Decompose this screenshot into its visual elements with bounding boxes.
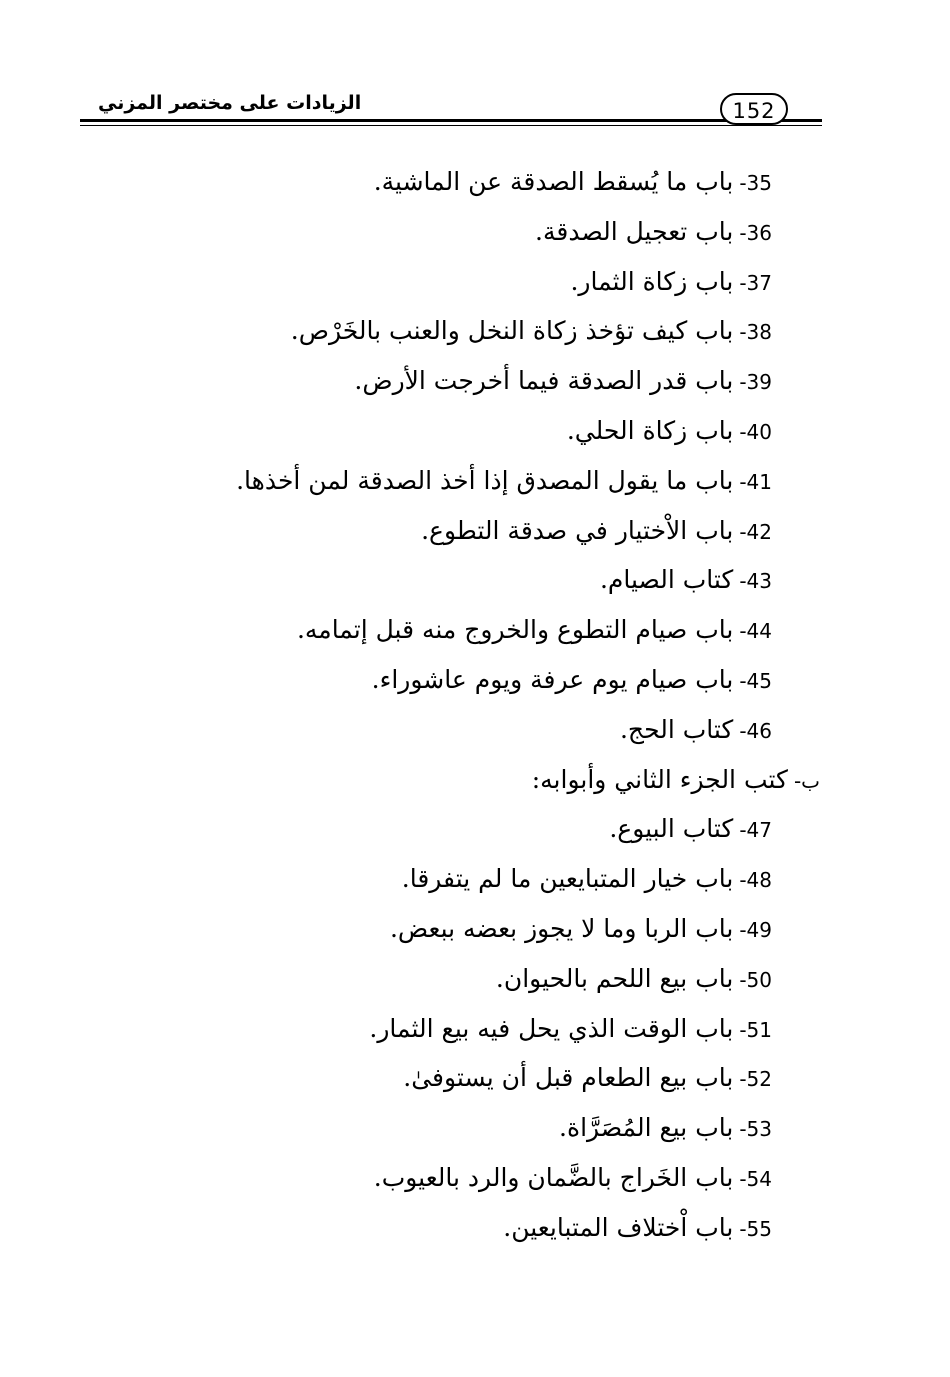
list-item bbox=[132, 356, 772, 406]
list-item bbox=[132, 1203, 772, 1253]
contents-list bbox=[132, 157, 820, 1253]
list-item bbox=[132, 605, 772, 655]
entry-number: 43- bbox=[739, 569, 772, 594]
list-item bbox=[132, 1103, 772, 1153]
entry-number: 54- bbox=[739, 1166, 772, 1191]
entry-number: 48- bbox=[739, 868, 772, 893]
entry-number: 53- bbox=[739, 1117, 772, 1142]
entry-number: 38- bbox=[739, 320, 772, 345]
entry-number: 50- bbox=[739, 967, 772, 992]
header-rule-thick bbox=[80, 119, 822, 122]
entry-text: باب كيف تؤخذ زكاة النخل والعنب بالخَرْص. bbox=[290, 316, 734, 346]
entry-number: 49- bbox=[739, 917, 772, 942]
entry-number: 46- bbox=[739, 718, 772, 743]
entry-number: 35- bbox=[739, 171, 772, 195]
list-item bbox=[132, 555, 772, 605]
entry-text: باب قدر الصدقة فيما أخرجت الأرض. bbox=[354, 366, 734, 396]
list-item bbox=[132, 804, 772, 854]
list-item bbox=[132, 1053, 772, 1103]
entry-text: باب الربا وما لا يجوز بعضه ببعض. bbox=[389, 913, 734, 943]
running-title: الزيادات على مختصر المزني bbox=[98, 92, 362, 114]
entry-number: 41- bbox=[739, 469, 772, 494]
entry-text: باب خيار المتبايعين ما لم يتفرقا. bbox=[401, 864, 734, 894]
entry-number: 44- bbox=[739, 619, 772, 644]
list-item bbox=[132, 904, 772, 954]
page-number: 152 bbox=[720, 93, 788, 125]
entry-number: 36- bbox=[739, 220, 772, 245]
list-item bbox=[132, 406, 772, 456]
entry-text: باب الخَراج بالضَّمان والرد بالعيوب. bbox=[373, 1162, 734, 1192]
entry-number: 55- bbox=[739, 1216, 772, 1241]
entry-number: 39- bbox=[739, 370, 772, 395]
entry-text: باب ما يقول المصدق إذا أخذ الصدقة لمن أخذها. bbox=[236, 465, 734, 495]
list-item bbox=[132, 705, 772, 755]
list-item bbox=[132, 207, 772, 257]
entry-number: 47- bbox=[739, 818, 772, 843]
section-heading bbox=[132, 755, 820, 805]
entry-number: 51- bbox=[739, 1017, 772, 1042]
list-item bbox=[132, 456, 772, 506]
entry-text: باب الاْختيار في صدقة التطوع. bbox=[421, 515, 734, 545]
list-item bbox=[132, 954, 772, 1004]
entry-text: باب صيام التطوع والخروج منه قبل إتمامه. bbox=[296, 615, 734, 645]
list-item bbox=[132, 157, 772, 207]
entry-number: 37- bbox=[739, 270, 772, 295]
entry-number: 40- bbox=[739, 419, 772, 444]
list-item bbox=[132, 1004, 772, 1054]
list-item bbox=[132, 306, 772, 356]
entry-number: 45- bbox=[739, 668, 772, 693]
entry-text: كتاب البيوع. bbox=[609, 814, 734, 844]
entry-text: باب زكاة الثمار. bbox=[570, 266, 734, 296]
entry-text: باب ما يُسقط الصدقة عن الماشية. bbox=[373, 167, 734, 196]
entry-text: كتاب الحج. bbox=[619, 714, 734, 744]
list-item bbox=[132, 655, 772, 705]
entry-text: باب اْختلاف المتبايعين. bbox=[503, 1212, 734, 1242]
section-letter: ب- bbox=[793, 768, 820, 793]
entry-number: 52- bbox=[739, 1067, 772, 1092]
entry-text: باب الوقت الذي يحل فيه بيع الثمار. bbox=[369, 1013, 734, 1043]
list-item bbox=[132, 506, 772, 556]
header-rule-thin bbox=[80, 125, 822, 126]
entry-text: باب بيع اللحم بالحيوان. bbox=[495, 963, 734, 993]
entry-text: باب تعجيل الصدقة. bbox=[535, 216, 734, 246]
entry-text: باب صيام يوم عرفة ويوم عاشوراء. bbox=[371, 664, 734, 694]
list-item bbox=[132, 1153, 772, 1203]
entry-text: باب بيع المُصَرَّاة. bbox=[559, 1113, 734, 1143]
list-item bbox=[132, 257, 772, 307]
page-header bbox=[80, 88, 822, 130]
list-item bbox=[132, 854, 772, 904]
entry-text: كتاب الصيام. bbox=[599, 565, 734, 595]
section-text: كتب الجزء الثاني وأبوابه: bbox=[531, 764, 788, 794]
entry-text: باب زكاة الحلي. bbox=[566, 415, 734, 445]
entry-text: باب بيع الطعام قبل أن يستوفىٰ. bbox=[403, 1063, 734, 1093]
entry-number: 42- bbox=[739, 519, 772, 544]
